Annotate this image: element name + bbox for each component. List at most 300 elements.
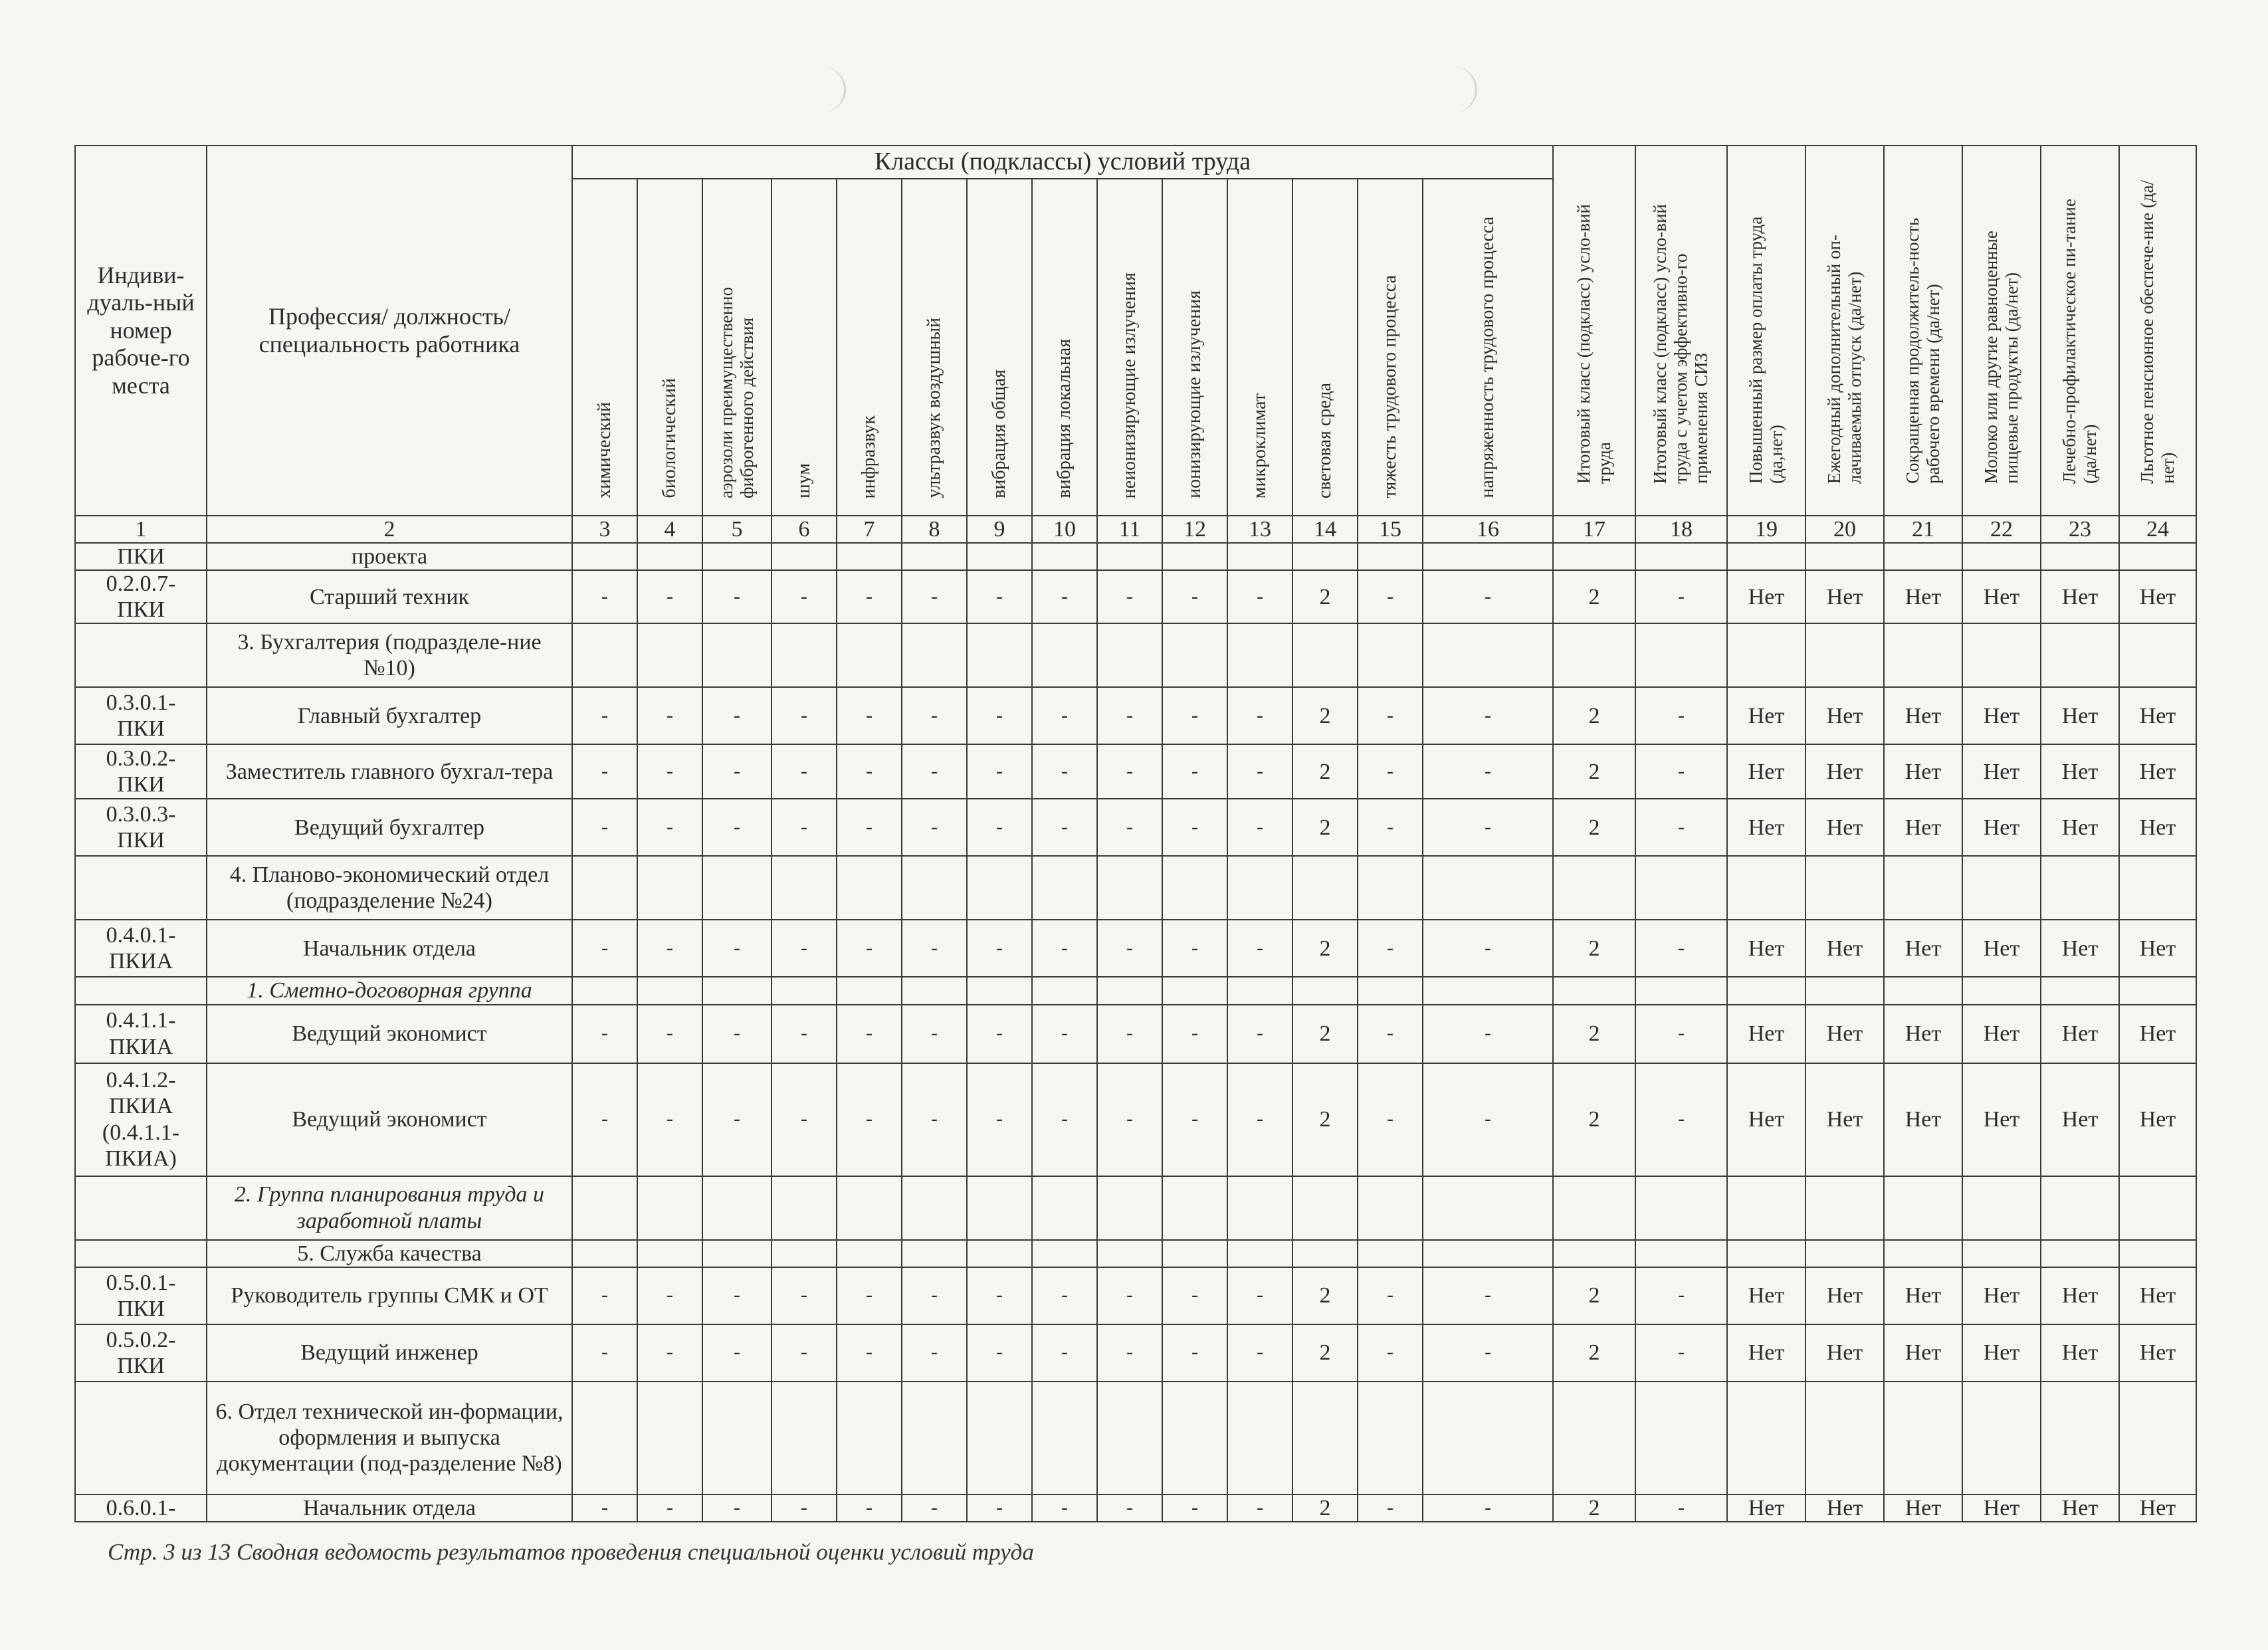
factor-class-empty: - [572,799,637,856]
empty-cell [572,977,637,1004]
guarantee-flag: Нет [2041,1005,2119,1063]
empty-cell [1358,623,1423,687]
empty-cell [1097,1176,1162,1240]
factor-class-empty: - [1097,799,1162,856]
light-environment-class: 2 [1292,744,1358,799]
table-row [75,1324,2196,1382]
workplace-id-empty [75,977,207,1004]
empty-cell [772,1176,837,1240]
profession-name: Начальник отдела [207,920,572,977]
total-class: 2 [1553,1267,1635,1324]
profession-name: Ведущий экономист [207,1063,572,1176]
factor-class-empty: - [1423,920,1553,977]
factor-class-empty: - [1162,1063,1227,1176]
factor-class-empty: - [772,920,837,977]
empty-cell [702,623,772,687]
empty-cell [1227,1176,1292,1240]
guarantee-flag: Нет [2041,1267,2119,1324]
punch-hole-mark [797,66,846,113]
column-number: 3 [572,516,637,543]
column-number: 22 [1962,516,2041,543]
factor-class-empty: - [1162,744,1227,799]
empty-cell [1805,1240,1884,1267]
empty-cell [1962,1176,2041,1240]
column-header-factor: световая среда [1292,179,1358,516]
empty-cell [1635,543,1727,570]
column-number: 1 [75,516,207,543]
empty-cell [702,856,772,920]
column-header-profession: Профессия/ должность/ специальность работника [207,146,572,516]
factor-class-empty: - [1358,1005,1423,1063]
total-class-with-ppe: - [1635,687,1727,744]
factor-class-empty: - [1097,1005,1162,1063]
light-environment-class: 2 [1292,1267,1358,1324]
guarantee-flag: Нет [1962,744,2041,799]
empty-cell [1162,623,1227,687]
factor-class-empty: - [1097,920,1162,977]
column-number-row [75,516,2196,543]
punch-hole-mark [1429,66,1477,113]
factor-class-empty: - [1162,1267,1227,1324]
empty-cell [572,1382,637,1495]
factor-class-empty: - [702,1267,772,1324]
factor-class-empty: - [902,1324,967,1382]
guarantee-flag: Нет [1962,687,2041,744]
empty-cell [1635,1382,1727,1495]
profession-name: проекта [207,543,572,570]
guarantee-flag: Нет [1805,1267,1884,1324]
empty-cell [572,856,637,920]
factor-class-empty: - [702,799,772,856]
workplace-id: 0.4.1.1- ПКИА [75,1005,207,1063]
factor-class-empty: - [637,1267,702,1324]
guarantee-flag: Нет [2119,1495,2196,1522]
column-header-factor: ионизирующие излучения [1162,179,1227,516]
column-number: 24 [2119,516,2196,543]
guarantee-flag: Нет [1884,1267,1962,1324]
empty-cell [1553,623,1635,687]
empty-cell [772,856,837,920]
empty-cell [837,1382,902,1495]
guarantee-flag: Нет [1727,570,1805,623]
empty-cell [1423,543,1553,570]
factor-class-empty: - [1423,1324,1553,1382]
factor-class-empty: - [837,1005,902,1063]
column-group-working-conditions: Классы (подклассы) условий труда [572,146,1553,179]
guarantee-flag: Нет [1727,1324,1805,1382]
total-class: 2 [1553,1005,1635,1063]
guarantee-flag: Нет [1884,744,1962,799]
empty-cell [1884,543,1962,570]
factor-class-empty: - [1227,1005,1292,1063]
guarantee-flag: Нет [1727,1267,1805,1324]
workplace-id: 0.4.0.1- ПКИА [75,920,207,977]
guarantee-flag: Нет [1962,1063,2041,1176]
guarantee-flag: Нет [2119,1324,2196,1382]
guarantee-flag: Нет [1884,1324,1962,1382]
empty-cell [1227,977,1292,1004]
factor-class-empty: - [1162,1324,1227,1382]
empty-cell [1358,543,1423,570]
guarantee-flag: Нет [2119,744,2196,799]
profession-name: Старший техник [207,570,572,623]
factor-class-empty: - [572,744,637,799]
empty-cell [1962,543,2041,570]
column-header-factor: вибрация локальная [1032,179,1097,516]
empty-cell [902,1382,967,1495]
empty-cell [1553,1176,1635,1240]
factor-class-empty: - [902,570,967,623]
empty-cell [1635,623,1727,687]
guarantee-flag: Нет [2041,570,2119,623]
empty-cell [1962,856,2041,920]
workplace-id: 0.5.0.2- ПКИ [75,1324,207,1382]
empty-cell [1884,1382,1962,1495]
empty-cell [1805,1176,1884,1240]
factor-class-empty: - [1097,570,1162,623]
total-class-with-ppe: - [1635,1324,1727,1382]
column-header-factor: аэрозоли преимущественно фиброгенного действия [702,179,772,516]
empty-cell [1805,856,1884,920]
factor-class-empty: - [1358,1324,1423,1382]
factor-class-empty: - [572,1495,637,1522]
factor-class-empty: - [1423,799,1553,856]
column-number: 20 [1805,516,1884,543]
empty-cell [1292,543,1358,570]
empty-cell [1097,1382,1162,1495]
column-header-workplace-id: Индиви-дуаль-ный номер рабоче-го места [75,146,207,516]
guarantee-flag: Нет [2119,570,2196,623]
light-environment-class: 2 [1292,1063,1358,1176]
factor-class-empty: - [637,687,702,744]
factor-class-empty: - [1227,1267,1292,1324]
workplace-id: 0.2.0.7- ПКИ [75,570,207,623]
column-number: 17 [1553,516,1635,543]
factor-class-empty: - [1358,744,1423,799]
total-class-with-ppe: - [1635,799,1727,856]
factor-class-empty: - [1227,1495,1292,1522]
factor-class-empty: - [967,1324,1032,1382]
empty-cell [1635,856,1727,920]
factor-class-empty: - [772,687,837,744]
empty-cell [902,977,967,1004]
empty-cell [967,543,1032,570]
empty-cell [1805,1382,1884,1495]
subsection-row [75,1176,2196,1240]
section-title: 4. Планово-экономический отдел (подразделение №24) [207,856,572,920]
profession-name: Руководитель группы СМК и ОТ [207,1267,572,1324]
empty-cell [2119,1176,2196,1240]
factor-class-empty: - [837,1063,902,1176]
factor-class-empty: - [637,920,702,977]
empty-cell [902,1240,967,1267]
total-class: 2 [1553,1495,1635,1522]
factor-class-empty: - [1032,570,1097,623]
factor-class-empty: - [702,744,772,799]
empty-cell [1162,1240,1227,1267]
factor-class-empty: - [1227,799,1292,856]
workplace-id: 0.4.1.2- ПКИА (0.4.1.1- ПКИА) [75,1063,207,1176]
factor-class-empty: - [572,1267,637,1324]
guarantee-flag: Нет [2041,687,2119,744]
total-class: 2 [1553,799,1635,856]
empty-cell [1553,1240,1635,1267]
factor-class-empty: - [1358,920,1423,977]
column-number: 23 [2041,516,2119,543]
factor-class-empty: - [637,1063,702,1176]
column-header-factor: напряженность трудового процесса [1423,179,1553,516]
column-header-extra: Льготное пенсионное обеспече-ние (да/нет) [2119,146,2196,516]
empty-cell [2119,1382,2196,1495]
factor-class-empty: - [702,1495,772,1522]
empty-cell [2119,1240,2196,1267]
total-class-with-ppe: - [1635,1063,1727,1176]
factor-class-empty: - [772,570,837,623]
empty-cell [967,1240,1032,1267]
empty-cell [1032,543,1097,570]
factor-class-empty: - [902,1063,967,1176]
factor-class-empty: - [967,1005,1032,1063]
factor-class-empty: - [702,1063,772,1176]
column-header-factor: вибрация общая [967,179,1032,516]
empty-cell [1805,977,1884,1004]
factor-class-empty: - [1423,570,1553,623]
factor-class-empty: - [1162,799,1227,856]
factor-class-empty: - [772,1324,837,1382]
empty-cell [1032,623,1097,687]
column-header-factor: химический [572,179,637,516]
factor-class-empty: - [572,1063,637,1176]
factor-class-empty: - [572,1324,637,1382]
guarantee-flag: Нет [1727,744,1805,799]
guarantee-flag: Нет [2119,687,2196,744]
workplace-id-empty [75,1382,207,1495]
factor-class-empty: - [1162,570,1227,623]
empty-cell [1635,977,1727,1004]
section-row [75,856,2196,920]
factor-class-empty: - [1097,1324,1162,1382]
column-number: 14 [1292,516,1358,543]
guarantee-flag: Нет [1727,1495,1805,1522]
factor-class-empty: - [967,799,1032,856]
factor-class-empty: - [902,920,967,977]
empty-cell [2119,543,2196,570]
page-footer: Стр. 3 из 13 Сводная ведомость результатов проведения специальной оценки условий труда [108,1539,1034,1565]
table-row [75,1495,2196,1522]
guarantee-flag: Нет [2041,1495,2119,1522]
factor-class-empty: - [1358,1063,1423,1176]
empty-cell [1423,1240,1553,1267]
factor-class-empty: - [1423,1267,1553,1324]
guarantee-flag: Нет [1884,920,1962,977]
factor-class-empty: - [1423,744,1553,799]
factor-class-empty: - [1358,1495,1423,1522]
empty-cell [837,623,902,687]
empty-cell [1032,1240,1097,1267]
column-number: 18 [1635,516,1727,543]
guarantee-flag: Нет [2041,1324,2119,1382]
column-header-factor: неионизирующие излучения [1097,179,1162,516]
factor-class-empty: - [837,687,902,744]
empty-cell [967,1382,1032,1495]
factor-class-empty: - [1032,1267,1097,1324]
empty-cell [572,543,637,570]
factor-class-empty: - [1227,570,1292,623]
empty-cell [1292,623,1358,687]
guarantee-flag: Нет [1962,799,2041,856]
guarantee-flag: Нет [1884,687,1962,744]
empty-cell [1553,543,1635,570]
empty-cell [572,623,637,687]
empty-cell [902,1176,967,1240]
total-class: 2 [1553,687,1635,744]
column-header-factor: биологический [637,179,702,516]
column-number: 8 [902,516,967,543]
empty-cell [1727,1382,1805,1495]
empty-cell [572,1176,637,1240]
factor-class-empty: - [902,687,967,744]
guarantee-flag: Нет [1884,1063,1962,1176]
light-environment-class: 2 [1292,920,1358,977]
empty-cell [1097,543,1162,570]
empty-cell [1358,1240,1423,1267]
profession-name: Начальник отдела [207,1495,572,1522]
total-class: 2 [1553,1063,1635,1176]
guarantee-flag: Нет [1962,570,2041,623]
guarantee-flag: Нет [1962,920,2041,977]
factor-class-empty: - [1162,687,1227,744]
factor-class-empty: - [1162,920,1227,977]
factor-class-empty: - [967,1495,1032,1522]
empty-cell [837,543,902,570]
factor-class-empty: - [1227,687,1292,744]
empty-cell [1423,1382,1553,1495]
empty-cell [2119,623,2196,687]
column-number: 10 [1032,516,1097,543]
light-environment-class: 2 [1292,1495,1358,1522]
guarantee-flag: Нет [1805,744,1884,799]
guarantee-flag: Нет [1962,1324,2041,1382]
column-number: 2 [207,516,572,543]
table-row [75,1267,2196,1324]
factor-class-empty: - [772,1005,837,1063]
factor-class-empty: - [1032,1324,1097,1382]
guarantee-flag: Нет [1727,1005,1805,1063]
factor-class-empty: - [902,744,967,799]
factor-class-empty: - [572,920,637,977]
guarantee-flag: Нет [1805,1005,1884,1063]
empty-cell [1097,856,1162,920]
empty-cell [837,977,902,1004]
empty-cell [1358,856,1423,920]
empty-cell [967,623,1032,687]
empty-cell [637,1382,702,1495]
factor-class-empty: - [837,1324,902,1382]
guarantee-flag: Нет [2119,1267,2196,1324]
empty-cell [1635,1176,1727,1240]
empty-cell [902,543,967,570]
table-row [75,543,2196,570]
empty-cell [1727,856,1805,920]
factor-class-empty: - [572,570,637,623]
profession-name: Ведущий бухгалтер [207,799,572,856]
column-number: 12 [1162,516,1227,543]
factor-class-empty: - [902,1495,967,1522]
guarantee-flag: Нет [1805,1495,1884,1522]
workplace-id-empty [75,1176,207,1240]
empty-cell [702,977,772,1004]
empty-cell [1962,1382,2041,1495]
empty-cell [1727,977,1805,1004]
empty-cell [2041,856,2119,920]
column-header-extra: Итоговый класс (подкласс) усло-вий труда с учетом эффективно-го применения СИЗ [1635,146,1727,516]
factor-class-empty: - [967,1267,1032,1324]
guarantee-flag: Нет [2041,799,2119,856]
empty-cell [1292,856,1358,920]
guarantee-flag: Нет [1884,1495,1962,1522]
empty-cell [2119,856,2196,920]
guarantee-flag: Нет [1962,1495,2041,1522]
empty-cell [1097,977,1162,1004]
empty-cell [1884,977,1962,1004]
total-class-with-ppe: - [1635,570,1727,623]
guarantee-flag: Нет [2119,920,2196,977]
section-title: 6. Отдел технической ин-формации, оформления и выпуска документации (под-разделение №8) [207,1382,572,1495]
factor-class-empty: - [1358,687,1423,744]
empty-cell [1727,543,1805,570]
factor-class-empty: - [772,1063,837,1176]
empty-cell [702,1240,772,1267]
empty-cell [1227,623,1292,687]
guarantee-flag: Нет [1962,1267,2041,1324]
empty-cell [1358,1176,1423,1240]
column-header-extra: Лечебно-профилактическое пи-тание (да/нет) [2041,146,2119,516]
column-number: 9 [967,516,1032,543]
empty-cell [837,856,902,920]
factor-class-empty: - [1097,1495,1162,1522]
column-header-factor: инфразвук [837,179,902,516]
guarantee-flag: Нет [1884,799,1962,856]
column-header-factor: шум [772,179,837,516]
column-header-extra: Молоко или другие равноценные пищевые продукты (да/нет) [1962,146,2041,516]
factor-class-empty: - [1097,1267,1162,1324]
empty-cell [772,1240,837,1267]
empty-cell [1884,856,1962,920]
column-number: 13 [1227,516,1292,543]
section-row [75,1382,2196,1495]
section-title: 3. Бухгалтерия (подразделе-ние №10) [207,623,572,687]
empty-cell [637,1176,702,1240]
factor-class-empty: - [1097,687,1162,744]
profession-name: Ведущий инженер [207,1324,572,1382]
guarantee-flag: Нет [1727,920,1805,977]
empty-cell [967,856,1032,920]
table-row [75,799,2196,856]
factor-class-empty: - [1227,1324,1292,1382]
total-class: 2 [1553,1324,1635,1382]
subsection-row [75,977,2196,1004]
empty-cell [1227,856,1292,920]
empty-cell [1162,977,1227,1004]
light-environment-class: 2 [1292,570,1358,623]
factor-class-empty: - [1358,799,1423,856]
empty-cell [1423,623,1553,687]
empty-cell [902,856,967,920]
factor-class-empty: - [1227,920,1292,977]
column-header-factor: микроклимат [1227,179,1292,516]
factor-class-empty: - [837,570,902,623]
factor-class-empty: - [772,744,837,799]
